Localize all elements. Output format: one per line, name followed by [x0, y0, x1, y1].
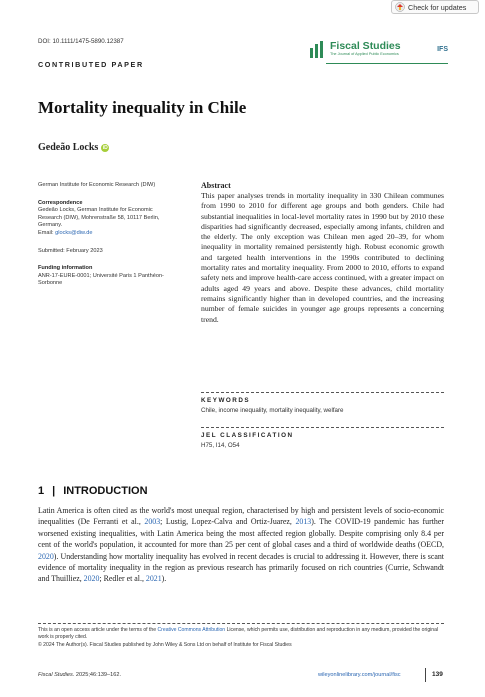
intro-text: ; Redler et al., — [99, 574, 146, 584]
footer-divider — [425, 668, 426, 682]
abstract — [201, 181, 444, 325]
page-number: 139 — [432, 671, 443, 678]
author — [38, 142, 109, 153]
check-for-updates-icon — [395, 2, 405, 12]
intro-paragraph — [38, 505, 444, 585]
article-type: CONTRIBUTED PAPER — [38, 60, 144, 69]
footer-url[interactable]: wileyonlinelibrary.com/journal/fisc — [318, 672, 401, 678]
correspondence — [38, 200, 173, 238]
orcid-icon[interactable]: iD — [102, 144, 108, 151]
license-text-part: This is an open access article under the terms of the — [38, 627, 158, 633]
journal-emblem-icon — [308, 40, 326, 60]
citation-link[interactable]: 2020 — [38, 551, 54, 561]
journal-tagline: The Journal of Applied Public Economics — [330, 52, 399, 56]
intro-text: ; Lustig, Lopez-Calva and Ortiz-Juarez, — [160, 517, 296, 527]
funding — [38, 265, 173, 288]
doi[interactable]: DOI: 10.1111/1475-5890.12387 — [38, 38, 124, 45]
citation-link[interactable]: 2013 — [295, 517, 312, 527]
section-title: INTRODUCTION — [63, 485, 148, 497]
creative-commons-link[interactable]: Creative Commons Attribution — [157, 627, 226, 633]
citation-link[interactable]: 2021 — [145, 574, 162, 584]
license-text — [38, 627, 444, 642]
jel-heading: JEL CLASSIFICATION — [201, 432, 294, 439]
check-for-updates-label: Check for updates — [408, 2, 467, 12]
footer-journal: Fiscal Studies — [38, 672, 73, 678]
intro-text: Latin America is often cited as the world's most unequal region, characterised by high and persistent levels of socio-economic inequalities (De Ferranti et al., — [38, 506, 444, 527]
footer-volume: . 2025;46:139–162. — [72, 672, 122, 678]
page-title: Mortality inequality in Chile — [38, 98, 247, 117]
submitted-date: Submitted: February 2023 — [38, 247, 103, 254]
copyright: © 2024 The Author(s). Fiscal Studies published by John Wiley & Sons Ltd on behalf of Institute for Fiscal Studies — [38, 641, 292, 648]
intro-text: ). Understanding how mortality inequality has evolved in recent decades is crucial to addressing it. However, there is scant evidence of mortality inequality in the region as previous research has primarily focused on rich countries (Currie, Schwandt and Thuilliez, — [38, 551, 444, 584]
license-divider — [38, 623, 444, 624]
section-heading — [38, 485, 148, 497]
intro-text: ). The COVID-19 pandemic has further worsened existing inequalities, with Latin America being the most affected region globally. Despite comprising only 8.4 per cent of the world's population, it accounted for more than 25 per cent of global cases and a third of worldwide deaths (OECD, — [38, 517, 444, 550]
email-link[interactable]: glocks@diw.de — [55, 229, 93, 236]
keywords-heading: KEYWORDS — [201, 397, 251, 404]
license-notice — [38, 627, 444, 649]
header-rule — [326, 63, 448, 64]
email-label: Email: — [38, 229, 56, 236]
article-info — [38, 182, 173, 298]
funding-heading: Funding information — [38, 265, 93, 272]
affiliation: German Institute for Economic Research (DIW) — [38, 182, 156, 188]
intro-text: ). — [161, 574, 167, 584]
journal-name: Fiscal Studies — [330, 40, 401, 52]
section-number: 1 — [38, 485, 45, 497]
correspondence-heading: Correspondence — [38, 199, 83, 206]
footer-citation — [38, 672, 121, 678]
ifs-logo: IFS — [437, 46, 448, 53]
citation-link[interactable]: 2003 — [144, 517, 161, 527]
jel-codes: H75, I14, O54 — [201, 442, 240, 449]
keywords-divider — [201, 392, 444, 393]
license-text-part: License, which permits use, distribution and reproduction in any medium, provided the original work is properly cited. — [38, 627, 439, 641]
abstract-heading: Abstract — [201, 181, 231, 190]
journal-logo[interactable] — [300, 38, 448, 64]
funding-text: ANR-17-EURE-0001; Université Paris 1 Panthéon-Sorbonne — [38, 272, 164, 287]
abstract-body: This paper analyses trends in mortality inequality in 330 Chilean communes from 1990 to 2010 for different age groups and both genders. Chile had substantial inequalities in local-level mortality rates in 1990 but by 2010 these disparities had significantly decreased, especially among infants, children and the elderly. The only exception was Chilean men aged 20–39, for whom inequality in mortality remained persistently high. Robust economic growth and targeted health interventions in the 1990s contributed to declining mortality rates and mortality inequality. From 2000 to 2010, efforts to expand safety nets and improve health-care access continued, with a greater impact on adults aged 49 years and above. Despite these advances, child mortality remains significantly higher than in developed countries, and the increasing number of female suicides in younger age groups represents a concerning trend. — [201, 191, 444, 324]
section-separator: | — [52, 485, 56, 497]
keywords: Chile, income inequality, mortality inequality, welfare — [201, 407, 344, 414]
author-name[interactable]: Gedeão Locks — [38, 142, 99, 153]
email-line — [38, 230, 173, 238]
citation-link[interactable]: 2020 — [83, 574, 100, 584]
jel-divider — [201, 427, 444, 428]
check-for-updates-button[interactable] — [391, 0, 479, 14]
correspondence-text: Gedeão Locks, German Institute for Economic Research (DIW), Mohrenstraße 58, 10117 Berlin, Germany. — [38, 207, 160, 229]
